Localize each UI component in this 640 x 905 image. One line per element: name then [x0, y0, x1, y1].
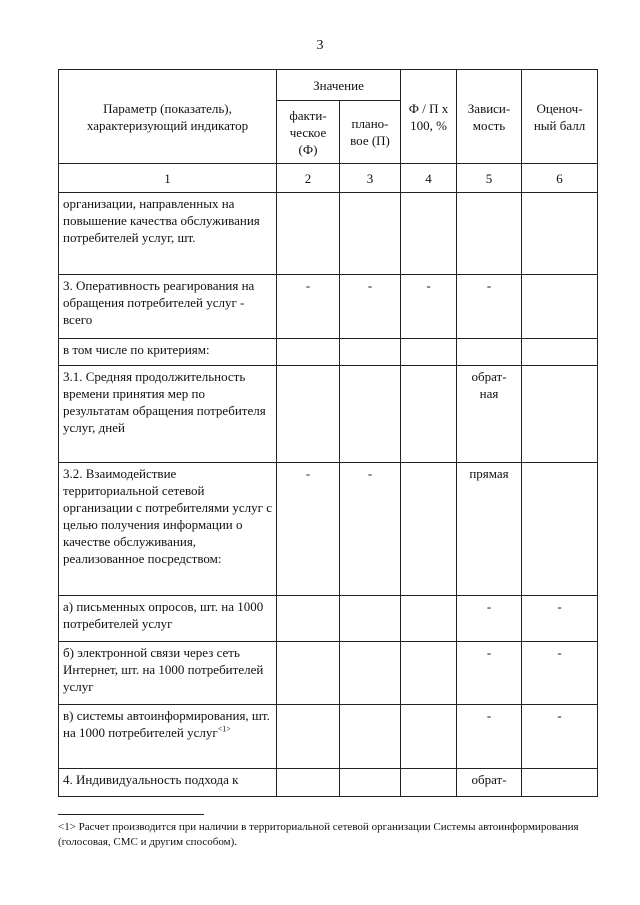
row-fact: - — [277, 463, 340, 596]
row-plan: - — [340, 275, 401, 339]
row-param: организации, направленных на повышение качества обслуживания потребителей услуг, шт. — [59, 193, 277, 275]
header-ratio: Ф / П х 100, % — [401, 70, 457, 164]
row-score — [522, 463, 598, 596]
row-fact — [277, 705, 340, 769]
row-param: б) электронной связи через сеть Интернет, шт. на 1000 потребителей услуг — [59, 642, 277, 705]
row-fact — [277, 769, 340, 797]
row-ratio — [401, 769, 457, 797]
column-number: 4 — [401, 164, 457, 193]
footnote-ref: <1> — [217, 724, 231, 734]
row-score — [522, 769, 598, 797]
table-row — [59, 769, 598, 797]
row-plan — [340, 769, 401, 797]
row-ratio — [401, 596, 457, 642]
table-row — [59, 193, 598, 275]
row-ratio — [401, 339, 457, 366]
row-dependency: - — [457, 596, 522, 642]
header-score: Оценоч- ный балл — [522, 70, 598, 164]
table-row — [59, 339, 598, 366]
row-ratio — [401, 642, 457, 705]
header-param-text: Параметр (показатель), характеризующий индикатор — [86, 100, 249, 133]
row-param: 3.2. Взаимодействие территориальной сетевой организации с потребителями услуг с целью получения информации о качестве обслуживания, реализованное посредством: — [59, 463, 277, 596]
column-number: 2 — [277, 164, 340, 193]
column-number: 5 — [457, 164, 522, 193]
row-param: 3. Оперативность реагирования на обращения потребителей услуг - всего — [59, 275, 277, 339]
row-param: в том числе по критериям: — [59, 339, 277, 366]
row-fact — [277, 642, 340, 705]
header-value: Значение — [277, 70, 401, 101]
row-score — [522, 275, 598, 339]
indicator-table — [58, 69, 598, 797]
row-param: 3.1. Средняя продолжительность времени принятия мер по результатам обращения потребителя услуг, дней — [59, 366, 277, 463]
header-row-1 — [59, 70, 598, 101]
row-plan — [340, 705, 401, 769]
table-row — [59, 596, 598, 642]
row-fact — [277, 339, 340, 366]
row-param: а) письменных опросов, шт. на 1000 потребителей услуг — [59, 596, 277, 642]
table-row — [59, 705, 598, 769]
row-dependency: - — [457, 705, 522, 769]
row-dependency: обрат- — [457, 769, 522, 797]
row-ratio — [401, 463, 457, 596]
header-fact: факти- ческое (Ф) — [277, 101, 340, 164]
row-dependency: - — [457, 642, 522, 705]
header-plan: плано- вое (П) — [340, 101, 401, 164]
header-dependency: Зависи- мость — [457, 70, 522, 164]
row-plan — [340, 642, 401, 705]
row-score: - — [522, 596, 598, 642]
row-dependency — [457, 339, 522, 366]
row-param — [59, 705, 277, 769]
footnote-divider — [58, 814, 204, 815]
row-fact — [277, 193, 340, 275]
column-number: 1 — [59, 164, 277, 193]
row-fact: - — [277, 275, 340, 339]
row-fact — [277, 366, 340, 463]
row-plan: - — [340, 463, 401, 596]
column-number: 3 — [340, 164, 401, 193]
row-ratio — [401, 705, 457, 769]
footnote: <1> Расчет производится при наличии в территориальной сетевой организации Системы автоинформирования (голосовая, СМС и другим способом). — [58, 821, 579, 848]
row-dependency — [457, 193, 522, 275]
header-param — [59, 70, 277, 164]
page-number: 3 — [316, 38, 324, 53]
column-number-row — [59, 164, 598, 193]
row-score: - — [522, 642, 598, 705]
row-score — [522, 193, 598, 275]
row-ratio — [401, 193, 457, 275]
row-dependency: прямая — [457, 463, 522, 596]
row-dependency: - — [457, 275, 522, 339]
table-row — [59, 463, 598, 596]
column-number: 6 — [522, 164, 598, 193]
row-plan — [340, 596, 401, 642]
row-fact — [277, 596, 340, 642]
row-plan — [340, 193, 401, 275]
row-param: 4. Индивидуальность подхода к — [59, 769, 277, 797]
row-ratio: - — [401, 275, 457, 339]
row-score: - — [522, 705, 598, 769]
row-score — [522, 366, 598, 463]
table-row — [59, 642, 598, 705]
row-score — [522, 339, 598, 366]
row-plan — [340, 366, 401, 463]
table-row — [59, 366, 598, 463]
row-dependency: обрат- ная — [457, 366, 522, 463]
row-plan — [340, 339, 401, 366]
row-param-text: в) системы автоинформирования, шт. на 1000 потребителей услуг — [63, 708, 270, 740]
row-ratio — [401, 366, 457, 463]
table-row — [59, 275, 598, 339]
